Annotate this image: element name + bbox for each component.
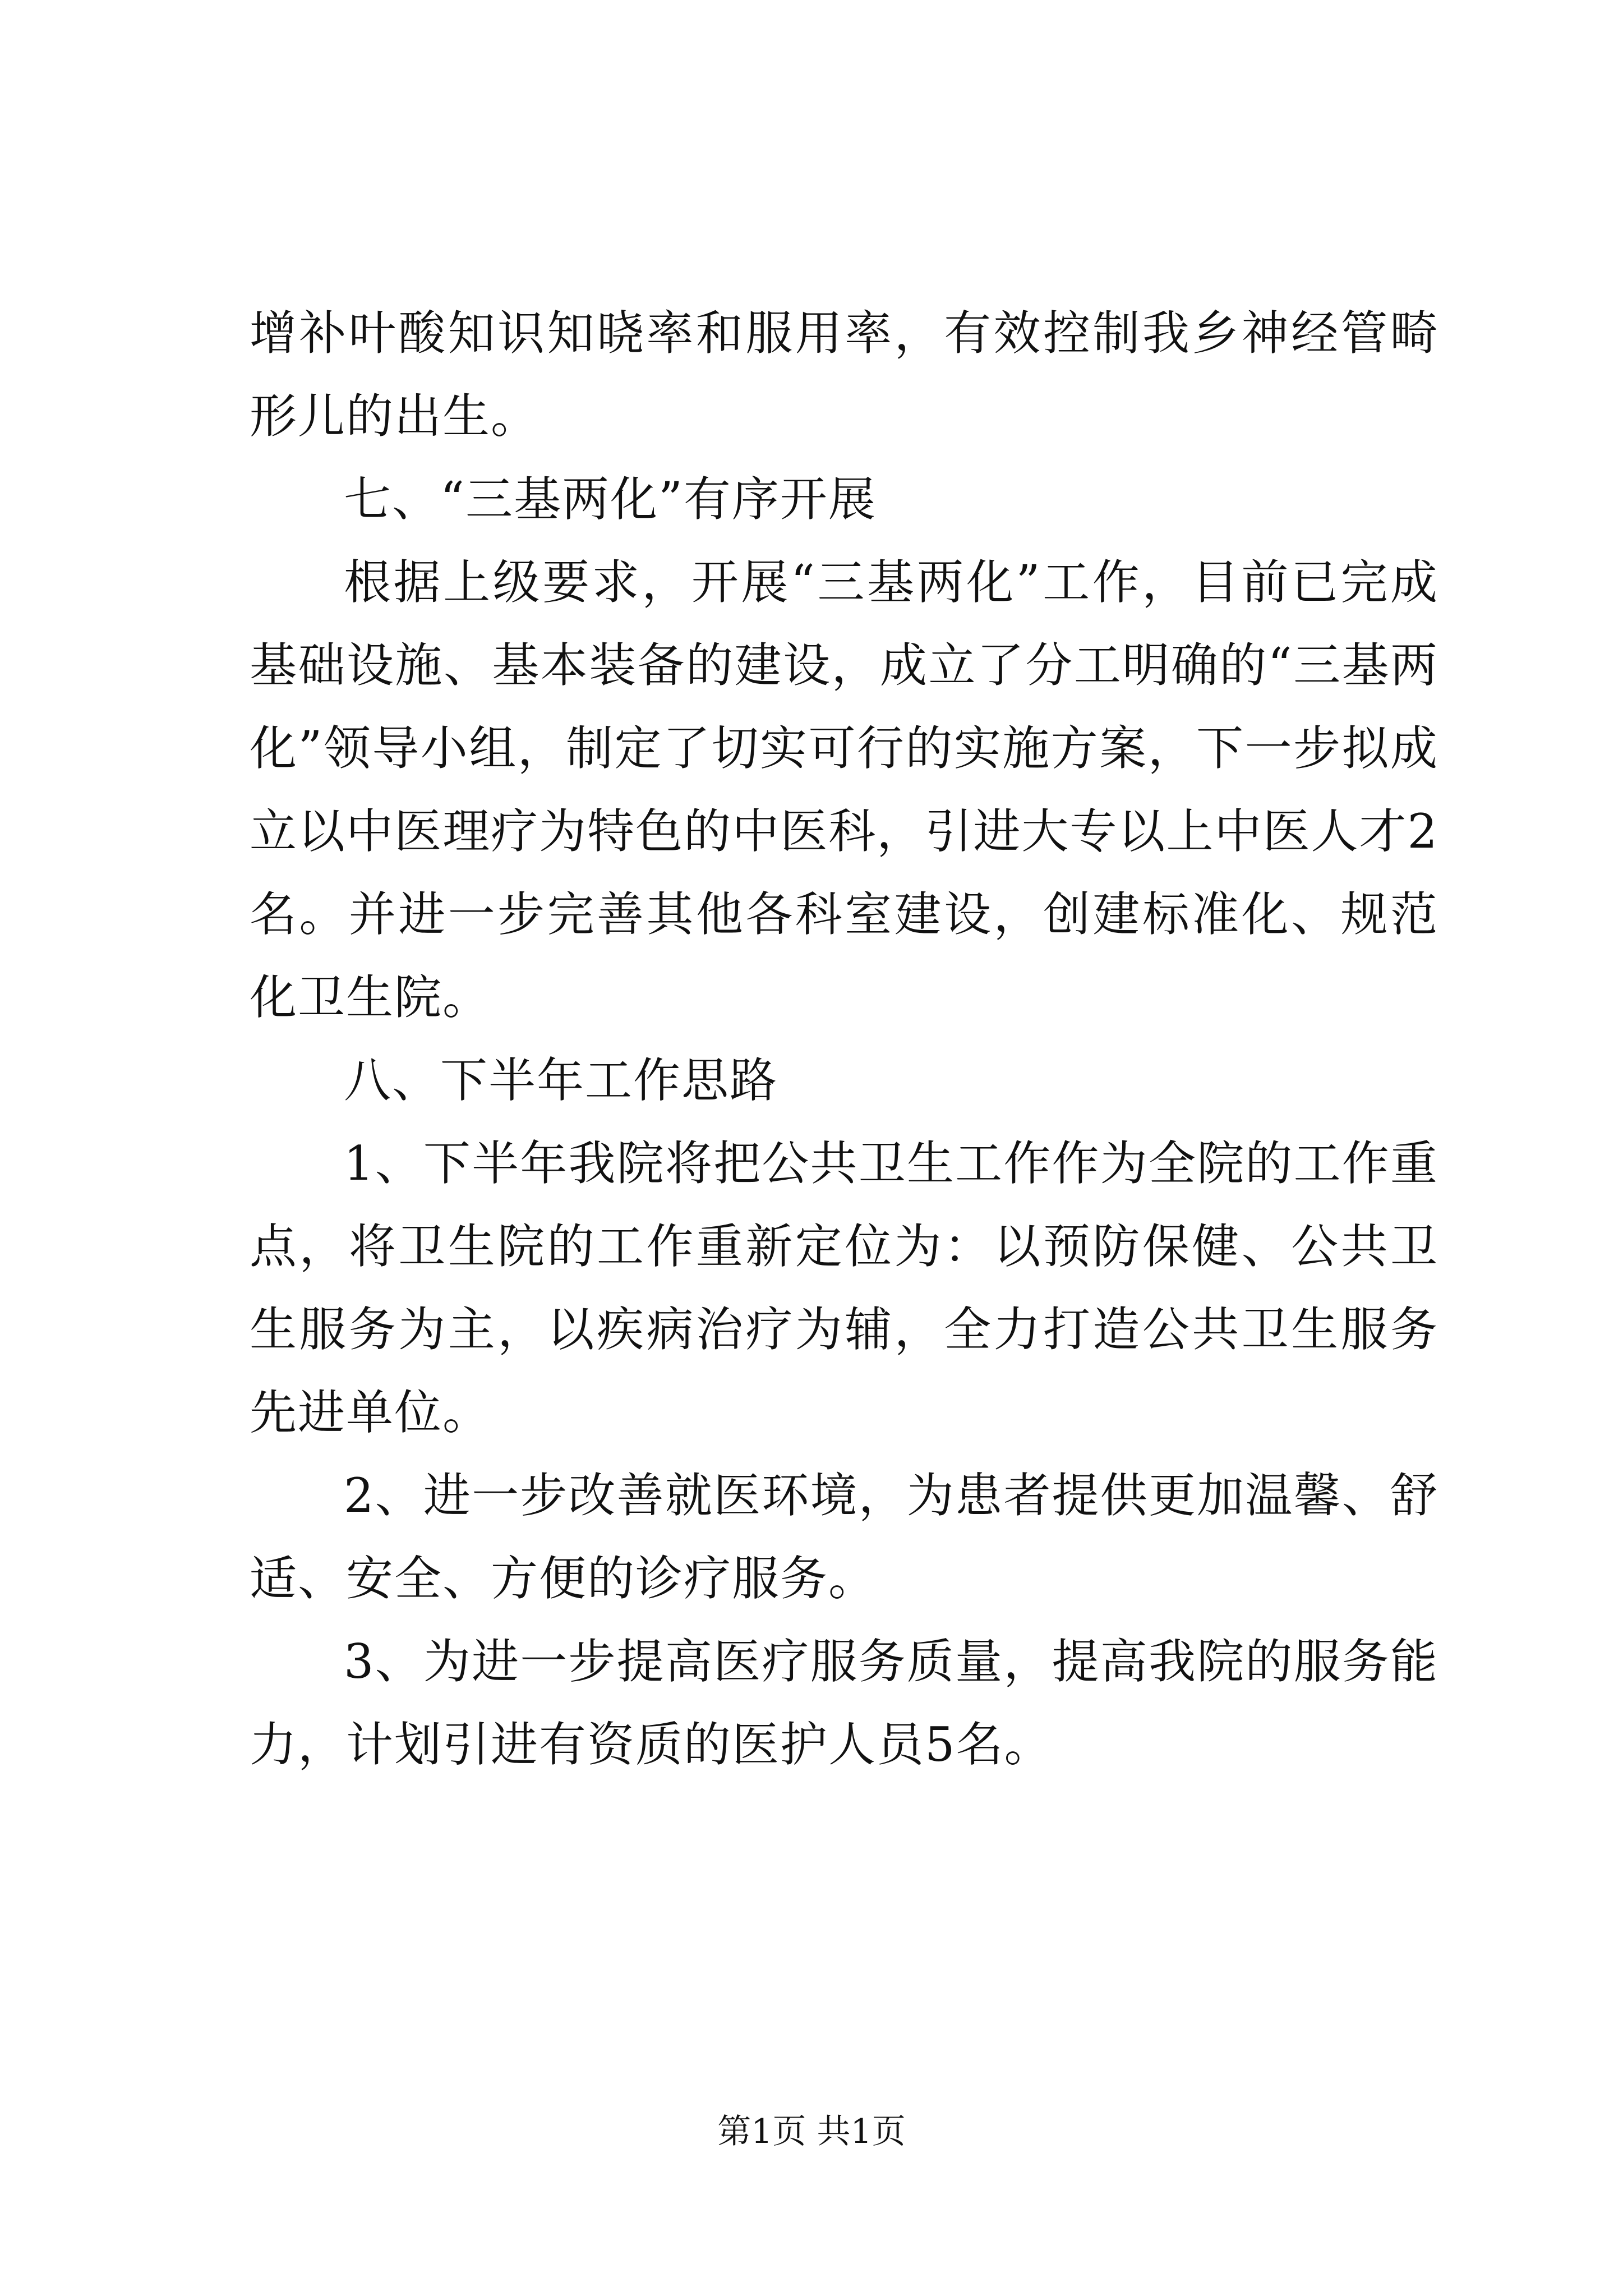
paragraph-2: 根据上级要求，开展“三基两化”工作，目前已完成基础设施、基本装备的建设，成立了分工明确的“三基两化”领导小组，制定了切实可行的实施方案，下一步拟成立以中医理疗为特色的中医科，引进大专以上中医人才2名。并进一步完善其他各科室建设，创建标准化、规范化卫生院。 [250, 555, 1438, 1025]
section-heading-8: 八、下半年工作思路 [344, 1053, 778, 1108]
page-number-label: 第1页 共1页 [717, 2112, 906, 2151]
list-item-1: 1、下半年我院将把公共卫生工作作为全院的工作重点，将卫生院的工作重新定位为：以预防保健、公共卫生服务为主，以疾病治疗为辅，全力打造公共卫生服务先进单位。 [250, 1136, 1438, 1440]
list-item-3: 3、为进一步提高医疗服务质量，提高我院的服务能力，计划引进有资质的医护人员5名。 [250, 1634, 1438, 1772]
document-body [250, 292, 1438, 1786]
list-item-2: 2、进一步改善就医环境，为患者提供更加温馨、舒适、安全、方便的诊疗服务。 [250, 1468, 1438, 1606]
section-heading-7: 七、“三基两化”有序开展 [344, 472, 877, 527]
paragraph-1: 增补叶酸知识知晓率和服用率，有效控制我乡神经管畸形儿的出生。 [250, 306, 1438, 444]
page-footer [0, 2109, 1623, 2154]
